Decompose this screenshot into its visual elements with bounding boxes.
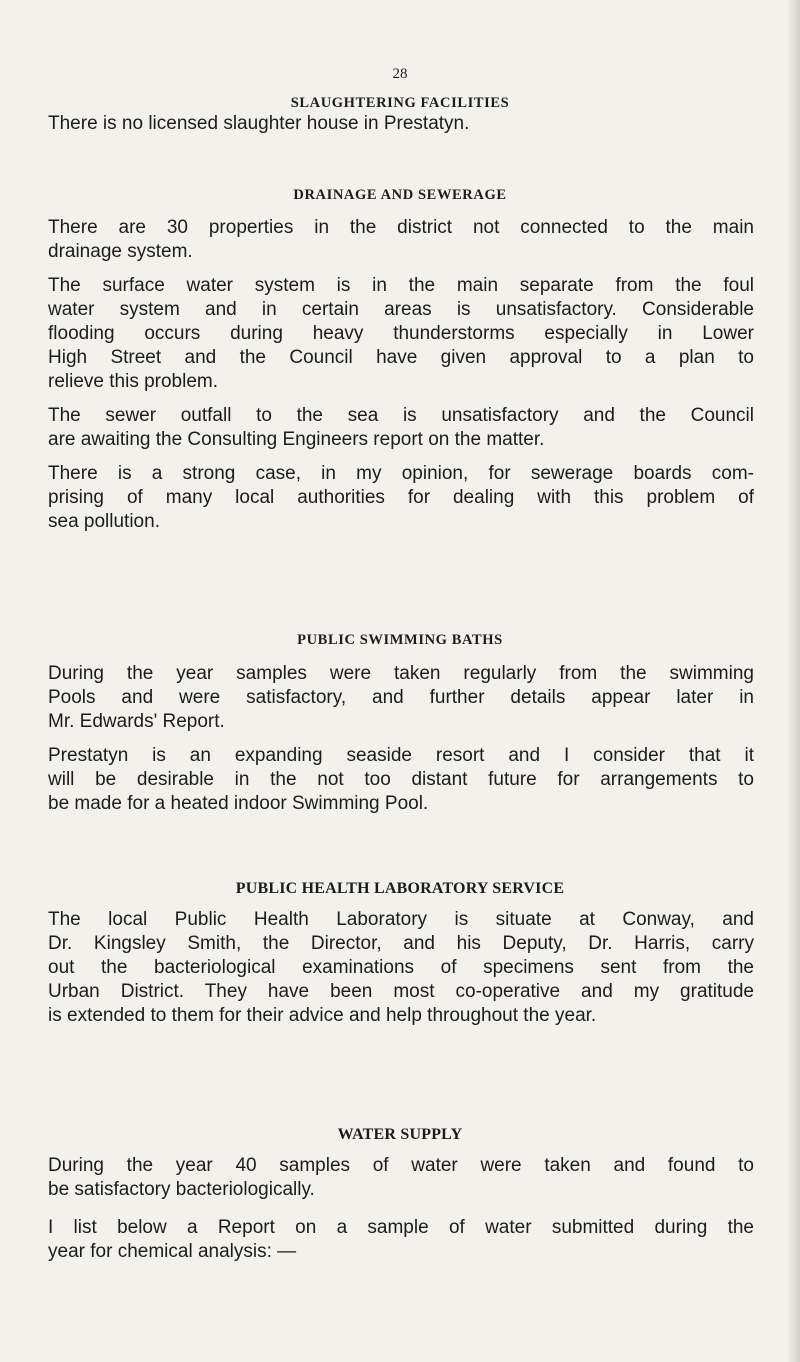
paragraph-sewer-outfall — [48, 404, 754, 452]
paragraph-chemical-analysis — [48, 1216, 754, 1264]
page-edge-shadow — [786, 0, 800, 1362]
text-line: High Street and the Council have given approval to a plan to — [48, 347, 754, 368]
text-line: The surface water system is in the main separate from the foul — [48, 275, 754, 296]
heading-public-swimming-baths: PUBLIC SWIMMING BATHS — [297, 632, 503, 648]
heading-slaughtering-facilities: SLAUGHTERING FACILITIES — [290, 95, 510, 111]
text-line: flooding occurs during heavy thunderstorms especially in Lower — [48, 323, 754, 344]
text-line: There is a strong case, in my opinion, for sewerage boards com- — [48, 463, 754, 484]
text-line: be made for a heated indoor Swimming Pool. — [48, 793, 429, 814]
text-line: prising of many local authorities for dealing with this problem of — [48, 487, 754, 508]
paragraph-slaughter-house — [48, 112, 754, 136]
paragraph-unconnected-properties — [48, 216, 754, 264]
text-line: The local Public Health Laboratory is situate at Conway, and — [48, 909, 754, 930]
text-line: During the year samples were taken regularly from the swimming — [48, 663, 754, 684]
paragraph-water-samples — [48, 1154, 754, 1202]
heading-public-health-laboratory-service: PUBLIC HEALTH LABORATORY SERVICE — [235, 880, 565, 897]
text-line: drainage system. — [48, 241, 193, 262]
text-line: Pools and were satisfactory, and further details appear later in — [48, 687, 754, 708]
paragraph-surface-water — [48, 274, 754, 394]
paragraph-indoor-pool — [48, 744, 754, 816]
text-line: be satisfactory bacteriologically. — [48, 1179, 315, 1200]
text-line: will be desirable in the not too distant future for arrangements to — [48, 769, 754, 790]
text-line: water system and in certain areas is unsatisfactory. Considerable — [48, 299, 754, 320]
page-number: 28 — [392, 66, 408, 82]
text-line: There are 30 properties in the district not connected to the main — [48, 217, 754, 238]
text-line: year for chemical analysis: — — [48, 1241, 297, 1262]
heading-drainage-and-sewerage: DRAINAGE AND SEWERAGE — [293, 187, 507, 203]
text-line: Mr. Edwards' Report. — [48, 711, 225, 732]
paragraph-swimming-samples — [48, 662, 754, 734]
paragraph-laboratory — [48, 908, 754, 1028]
text-line: sea pollution. — [48, 511, 160, 532]
text-line: Urban District. They have been most co-operative and my gratitude — [48, 981, 754, 1002]
text-line: is extended to them for their advice and help throughout the year. — [48, 1005, 597, 1026]
text-line: Dr. Kingsley Smith, the Director, and his Deputy, Dr. Harris, carry — [48, 933, 754, 954]
text-line: out the bacteriological examinations of specimens sent from the — [48, 957, 754, 978]
text-line: are awaiting the Consulting Engineers report on the matter. — [48, 429, 545, 450]
text-line: During the year 40 samples of water were taken and found to — [48, 1155, 754, 1176]
text-line: I list below a Report on a sample of water submitted during the — [48, 1217, 754, 1238]
text-line: The sewer outfall to the sea is unsatisfactory and the Council — [48, 405, 754, 426]
paragraph-sewerage-boards — [48, 462, 754, 534]
heading-water-supply: WATER SUPPLY — [337, 1126, 463, 1143]
text-line: Prestatyn is an expanding seaside resort and I consider that it — [48, 745, 754, 766]
text-line: There is no licensed slaughter house in Prestatyn. — [48, 113, 470, 134]
text-line: relieve this problem. — [48, 371, 219, 392]
